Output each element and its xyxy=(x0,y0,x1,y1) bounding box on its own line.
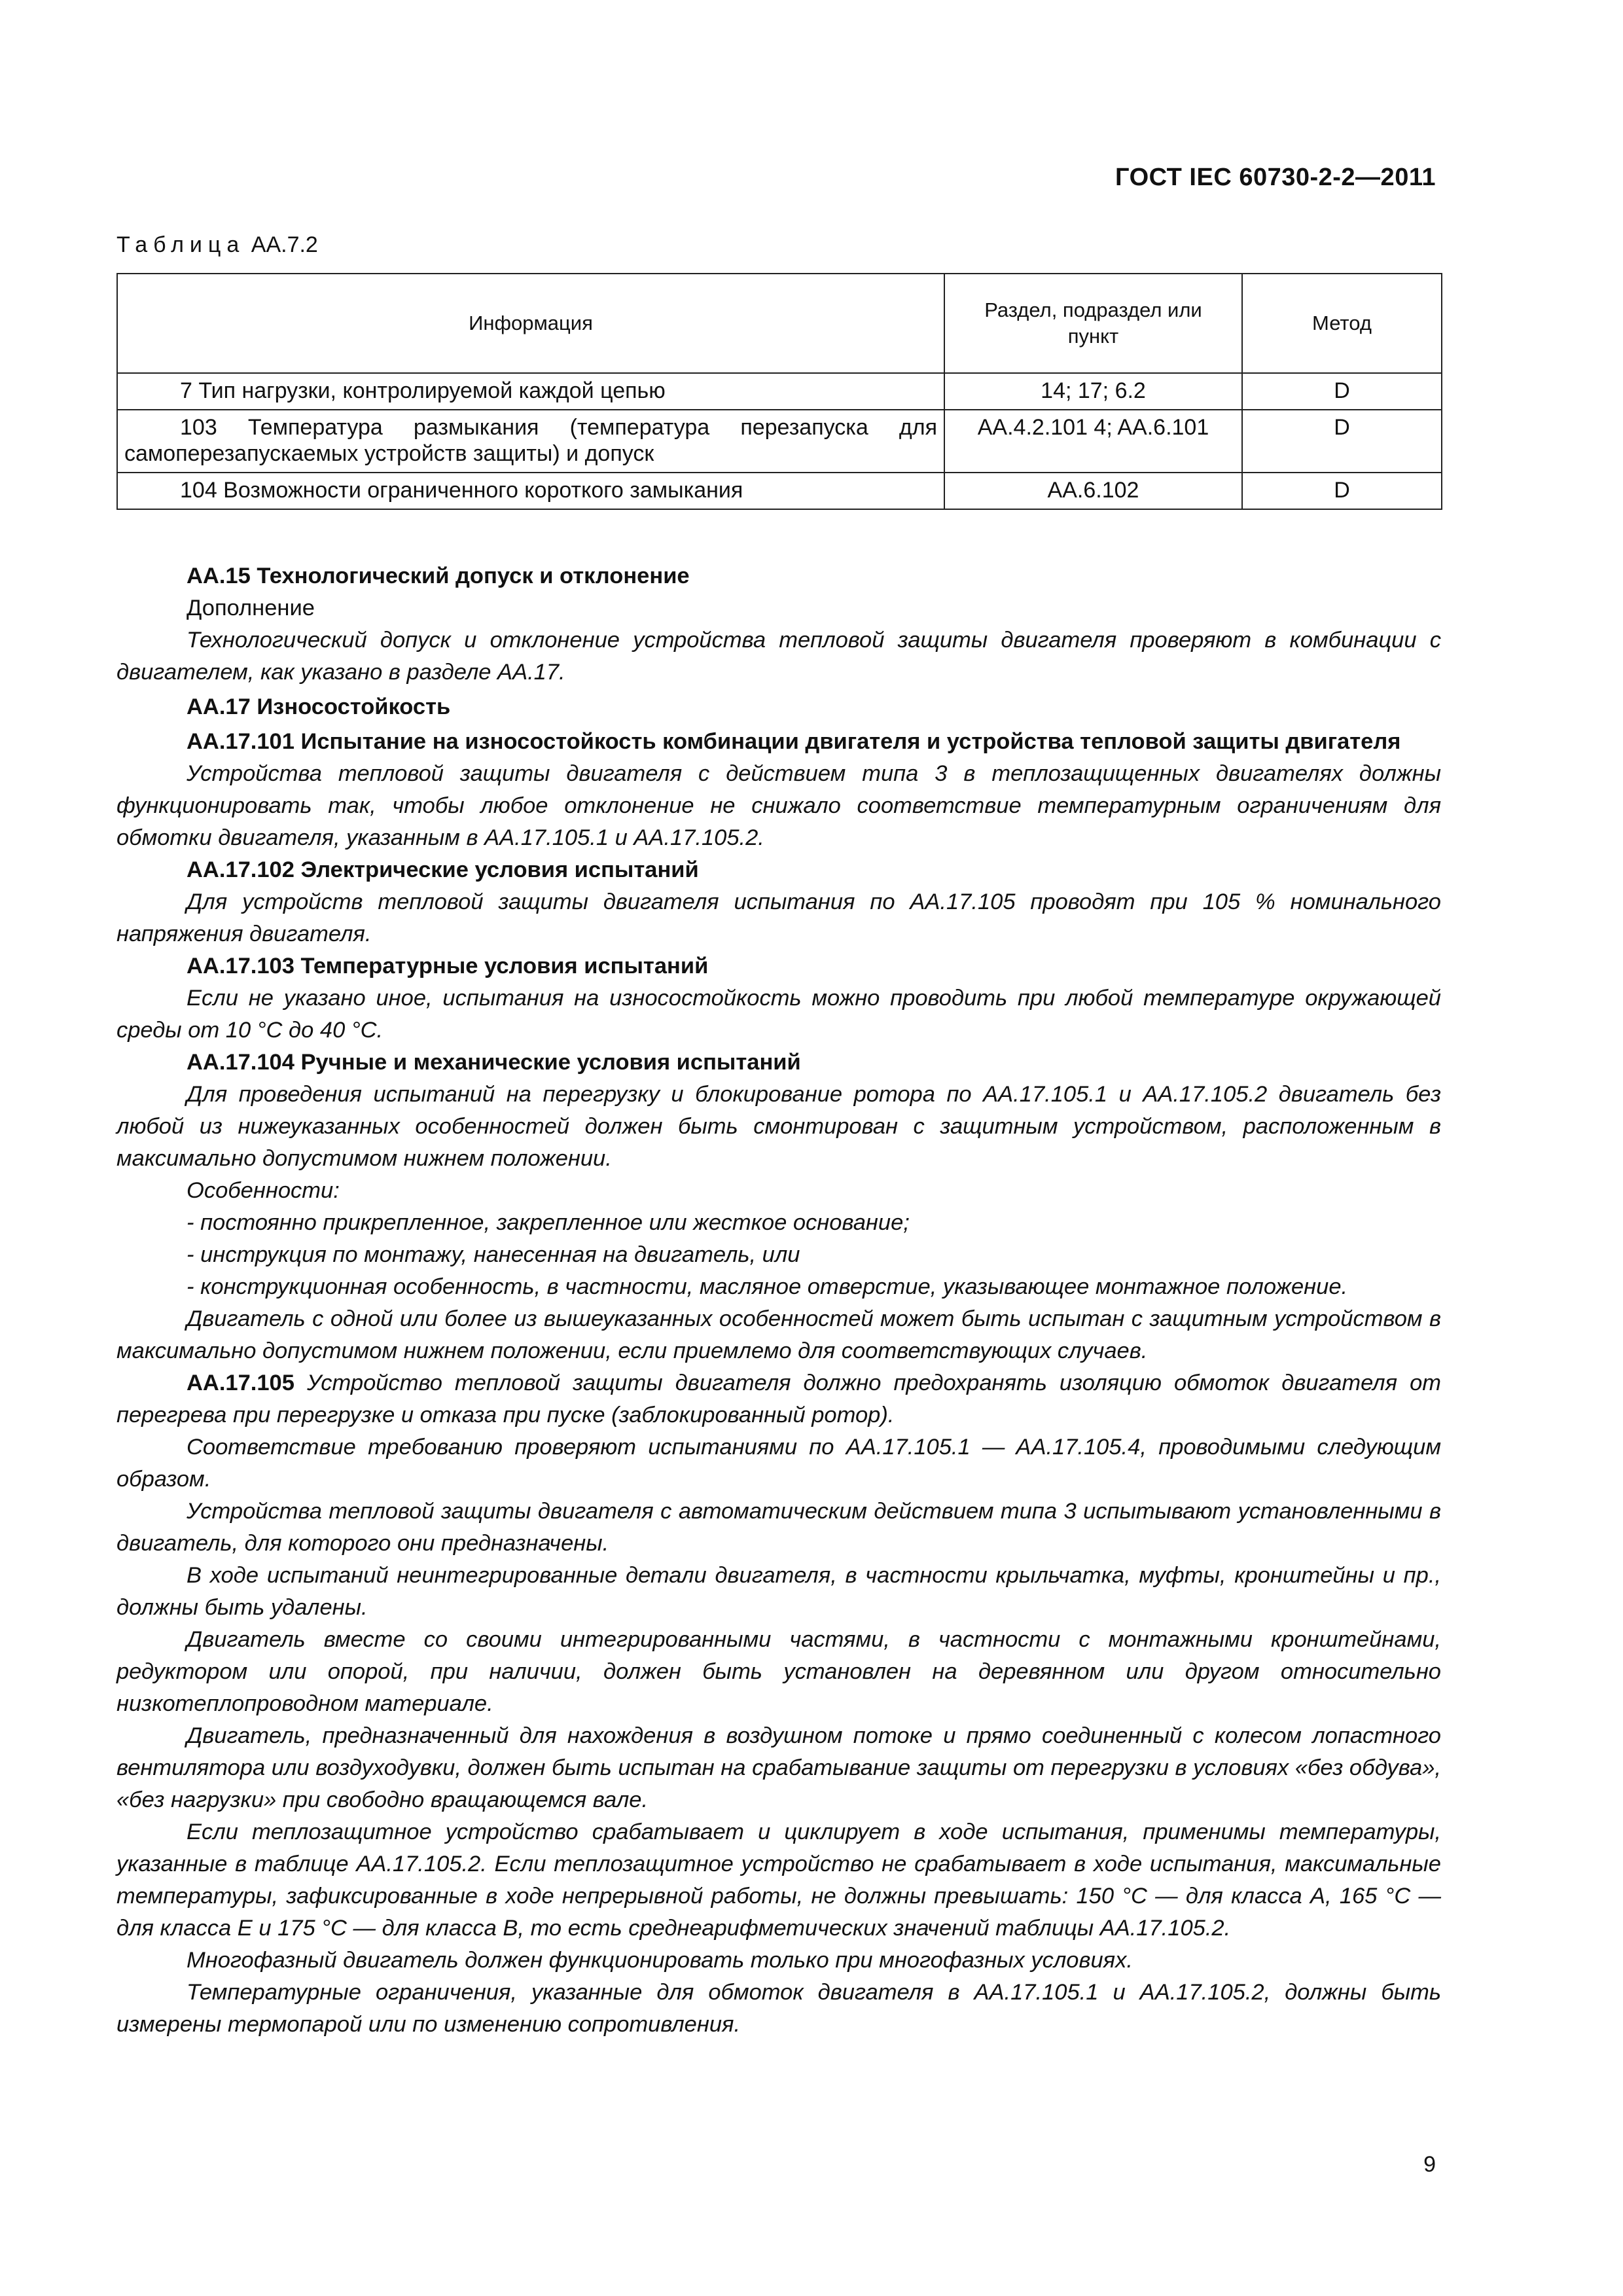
cell-section: AA.6.102 xyxy=(944,473,1242,509)
col-header-section: Раздел, подраздел или пункт xyxy=(944,274,1242,373)
section-heading: AA.15 Технологический допуск и отклонение xyxy=(187,564,690,588)
standard-header: ГОСТ IEC 60730-2-2—2011 xyxy=(1115,164,1436,191)
addition-label: Дополнение xyxy=(187,596,315,620)
cell-method: D xyxy=(1242,373,1442,410)
paragraph: Двигатель с одной или более из вышеуказанных особенностей может быть испытан с защитным устройством в максимально допустимом нижнем положении, если приемлемо для соответствующих случаев. xyxy=(116,1306,1441,1363)
list-item: - инструкция по монтажу, нанесенная на двигатель, или xyxy=(187,1242,800,1267)
col-header-method: Метод xyxy=(1242,274,1442,373)
section-heading: AA.17.102 Электрические условия испытаний xyxy=(187,857,699,882)
section-id: AA.17.105 xyxy=(187,1371,294,1395)
paragraph: Многофазный двигатель должен функционировать только при многофазных условиях. xyxy=(187,1948,1133,1973)
paragraph: Если теплозащитное устройство срабатывает и циклирует в ходе испытания, применимы температуры, указанные в таблице AA.17.105.2. Если теплозащитное устройство не срабатывает в ходе испытания, максимальные температуры, зафиксированные в ходе непрерывной работы, не должны превышать: 150 °C — для класса A, 165 °C — для класса E и 175 °C — для класса B, то есть среднеарифметических значений таблицы AA.17.105.2. xyxy=(116,1820,1441,1941)
table-row xyxy=(117,473,1442,509)
paragraph: Если не указано иное, испытания на износостойкость можно проводить при любой температуре окружающей среды от 10 °C до 40 °C. xyxy=(116,986,1441,1043)
features-label: Особенности: xyxy=(187,1178,340,1203)
cell-info: 103 Температура размыкания (температура перезапуска для самоперезапускаемых устройств защиты) и допуск xyxy=(117,410,944,473)
section-heading: AA.17.101 Испытание на износостойкость комбинации двигателя и устройства тепловой защиты двигателя xyxy=(187,729,1401,754)
table-row xyxy=(117,373,1442,410)
page-number: 9 xyxy=(1423,2152,1436,2177)
cell-info: 7 Тип нагрузки, контролируемой каждой цепью xyxy=(117,373,944,410)
paragraph: Для проведения испытаний на перегрузку и блокирование ротора по AA.17.105.1 и AA.17.105.2 двигатель без любой из нижеуказанных особенностей должен быть смонтирован с защитным устройством, расположенным в максимально допустимом нижнем положении. xyxy=(116,1082,1441,1171)
cell-method: D xyxy=(1242,410,1442,473)
section-heading: AA.17.103 Температурные условия испытаний xyxy=(187,954,709,978)
document-body xyxy=(116,560,1441,2041)
cell-section: AA.4.2.101 4; AA.6.101 xyxy=(944,410,1242,473)
section-heading: AA.17 Износостойкость xyxy=(187,694,451,719)
paragraph: Двигатель, предназначенный для нахождения в воздушном потоке и прямо соединенный с колесом лопастного вентилятора или воздуходувки, должен быть испытан на срабатывание защиты от перегрузки в условиях «без обдува», «без нагрузки» при свободно вращающемся вале. xyxy=(116,1723,1441,1812)
paragraph: Устройства тепловой защиты двигателя с действием типа 3 в теплозащищенных двигателях должны функционировать так, чтобы любое отклонение не снижало соответствие температурным ограничениям для обмотки двигателя, указанным в AA.17.105.1 и AA.17.105.2. xyxy=(116,761,1441,850)
paragraph: Двигатель вместе со своими интегрированными частями, в частности с монтажными кронштейнами, редуктором или опорой, при наличии, должен быть установлен на деревянном или другом относительно низкотеплопроводном материале. xyxy=(116,1627,1441,1716)
list-item: - конструкционная особенность, в частности, масляное отверстие, указывающее монтажное положение. xyxy=(187,1274,1348,1299)
paragraph: Технологический допуск и отклонение устройства тепловой защиты двигателя проверяют в комбинации с двигателем, как указано в разделе AA.17. xyxy=(116,628,1441,685)
cell-method: D xyxy=(1242,473,1442,509)
section-text: Устройство тепловой защиты двигателя должно предохранять изоляцию обмоток двигателя от перегрева при перегрузке и отказа при пуске (заблокированный ротор). xyxy=(116,1371,1441,1427)
info-table xyxy=(116,273,1442,510)
cell-info: 104 Возможности ограниченного короткого замыкания xyxy=(117,473,944,509)
paragraph: Для устройств тепловой защиты двигателя испытания по AA.17.105 проводят при 105 % номинального напряжения двигателя. xyxy=(116,889,1441,946)
table-row xyxy=(117,410,1442,473)
table-caption xyxy=(116,232,318,258)
col-header-info: Информация xyxy=(117,274,944,373)
cell-section: 14; 17; 6.2 xyxy=(944,373,1242,410)
paragraph: В ходе испытаний неинтегрированные детали двигателя, в частности крыльчатка, муфты, кронштейны и пр., должны быть удалены. xyxy=(116,1563,1441,1620)
section-heading: AA.17.104 Ручные и механические условия испытаний xyxy=(187,1050,801,1075)
list-item: - постоянно прикрепленное, закрепленное или жесткое основание; xyxy=(187,1210,910,1235)
table-caption-id: AA.7.2 xyxy=(251,232,318,257)
section-paragraph xyxy=(116,1367,1441,1431)
paragraph: Температурные ограничения, указанные для обмоток двигателя в AA.17.105.1 и AA.17.105.2, должны быть измерены термопарой или по изменению сопротивления. xyxy=(116,1980,1441,2037)
paragraph: Соответствие требованию проверяют испытаниями по AA.17.105.1 — AA.17.105.4, проводимыми следующим образом. xyxy=(116,1435,1441,1492)
table-header-row xyxy=(117,274,1442,373)
table-caption-word: Таблица xyxy=(116,232,245,257)
paragraph: Устройства тепловой защиты двигателя с автоматическим действием типа 3 испытывают установленными в двигатель, для которого они предназначены. xyxy=(116,1499,1441,1556)
